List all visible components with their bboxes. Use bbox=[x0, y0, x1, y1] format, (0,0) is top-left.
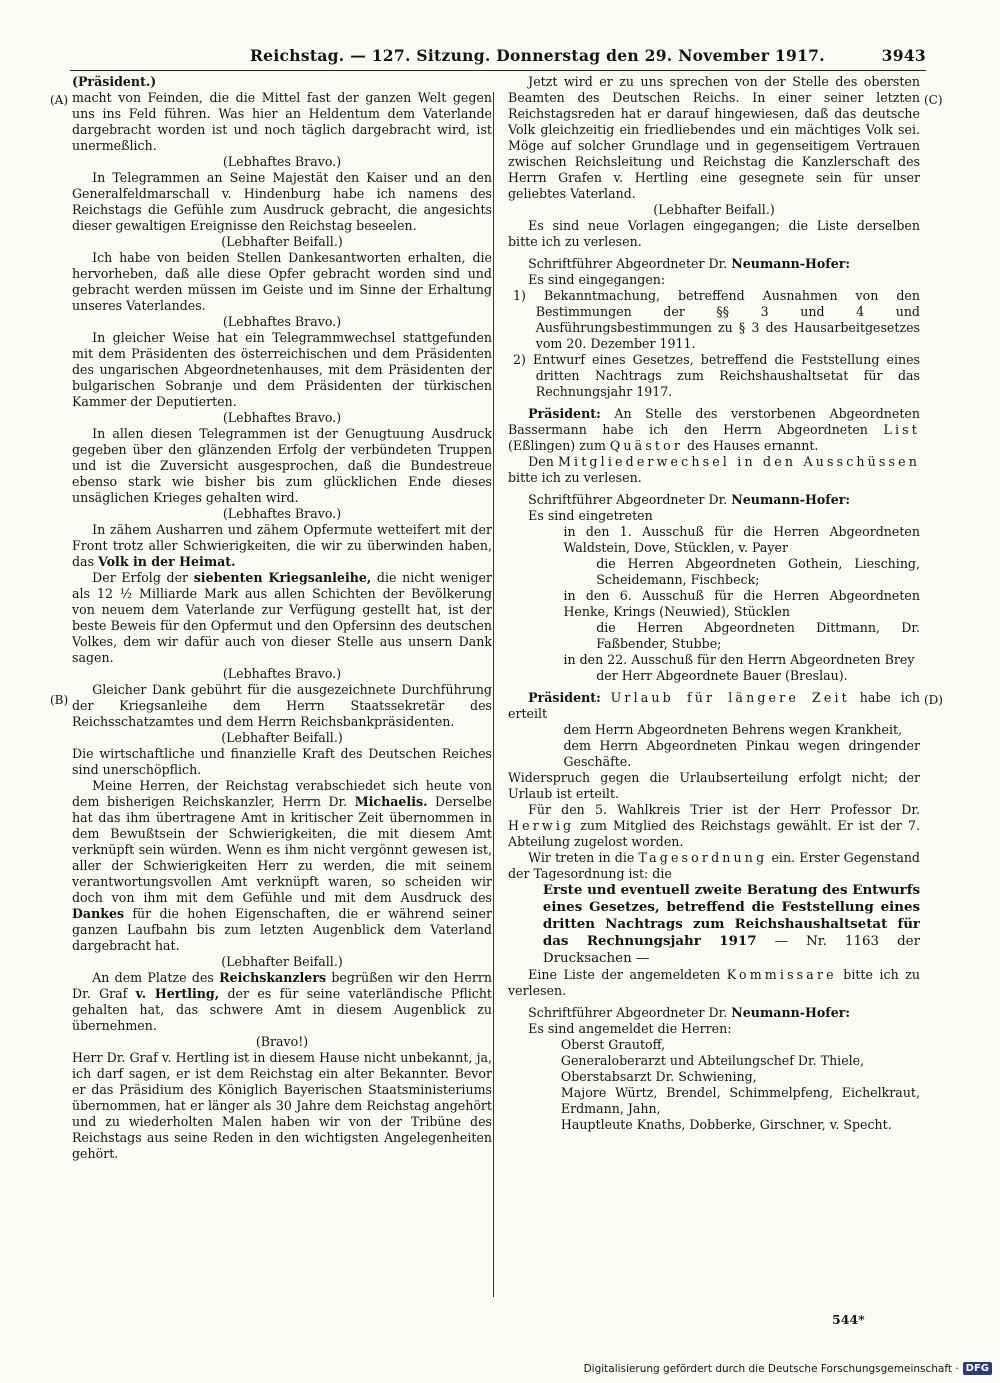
list-item: Generaloberarzt und Abteilungschef Dr. Thiele, bbox=[560, 1053, 865, 1068]
page-header bbox=[70, 44, 926, 71]
reaction: (Lebhaftes Bravo.) bbox=[222, 506, 342, 521]
reaction: (Lebhaftes Bravo.) bbox=[222, 666, 342, 681]
paragraph: Ich habe von beiden Stellen Dankesantworten erhalten, die hervorheben, daß alle diese Opfer gebracht worden sind und gebracht werden müssen im Geiste und im Sinne der Erhaltung unseres Vaterlandes. bbox=[72, 250, 492, 313]
paragraph: Herr Dr. Graf v. Hertling ist in diesem Hause nicht unbekannt, ja, ich darf sagen, er ist dem Reichstag ein alter Bekannter. Bevor er das Präsidium des Königlich Bayerischen Staatsministeriums übernommen, hat er länger als 30 Jahre dem Reichstag angehört und zu wiederholten Malen haben wir von der Tribüne des Reichstags aus seine Reden in den wichtigsten Angelegenheiten gehört. bbox=[72, 1050, 492, 1161]
list-item: Majore Würtz, Brendel, Schimmelpfeng, Eichelkraut, Erdmann, Jahn, bbox=[560, 1085, 920, 1116]
signature-mark: 544* bbox=[832, 1312, 865, 1327]
emphasis: v. Hertling, bbox=[135, 986, 220, 1001]
list-item: in den 6. Ausschuß für die Herren Abgeordneten Henke, Krings (Neuwied), Stücklen bbox=[563, 588, 920, 619]
emphasis: Dankes bbox=[72, 906, 125, 921]
speaker-name: Neumann-Hofer: bbox=[731, 1005, 850, 1020]
speaker-line: Schriftführer Abgeordneter Dr. Neumann-Hofer: bbox=[528, 492, 850, 507]
dfg-logo-icon: DFG bbox=[963, 1362, 992, 1375]
paragraph: Jetzt wird er zu uns sprechen von der Stelle des obersten Beamten des Deutschen Reichs. In einer seiner letzten Reichstagsreden hat er darauf hingewiesen, daß das deutsche Volk gleichzeitig ein friedliebendes und ein mächtiges Volk sei. Möge auf solcher Grundlage und in gegenseitigem Vertrauen zwischen Reichsleitung und Reichstag die Kanzlerschaft des Herrn Grafen v. Hertling eine gesegnete sein für unser geliebtes Vaterland. bbox=[508, 74, 920, 201]
paragraph: Der Erfolg der siebenten Kriegsanleihe, die nicht weniger als 12 ½ Milliarde Mark aus allen Schichten der Bevölkerung von neuem dem Vaterlande zur Verfügung gestellt hat, ist der beste Beweis für den Opfermut und den Opfersinn des deutschen Volkes, dem wir dafür auch von dieser Stelle aus unsern Dank sagen. bbox=[72, 570, 492, 665]
list-item: Hauptleute Knaths, Dobberke, Girschner, v. Specht. bbox=[560, 1117, 892, 1132]
paragraph: Wir treten in die Tagesordnung ein. Erster Gegenstand der Tagesordnung ist: die bbox=[508, 850, 920, 881]
reaction: (Lebhafter Beifall.) bbox=[221, 954, 343, 969]
left-column bbox=[72, 74, 492, 1162]
list-item: der Herr Abgeordnete Bauer (Breslau). bbox=[596, 668, 848, 683]
speaker-name: Neumann-Hofer: bbox=[731, 492, 850, 507]
reaction: (Lebhaftes Bravo.) bbox=[222, 410, 342, 425]
paragraph: Die wirtschaftliche und finanzielle Kraft des Deutschen Reiches sind unerschöpflich. bbox=[72, 746, 492, 777]
paragraph: In zähem Ausharren und zähem Opfermute wetteifert mit der Front trotz aller Schwierigkeiten, die wir zu überwinden haben, das Volk in der Heimat. bbox=[72, 522, 492, 569]
reaction: (Bravo!) bbox=[255, 1034, 309, 1049]
column-divider bbox=[493, 92, 494, 1297]
paragraph: Präsident: Urlaub für längere Zeit habe ich erteilt bbox=[508, 690, 920, 721]
reaction: (Lebhafter Beifall.) bbox=[653, 202, 775, 217]
list-item: Oberstabsarzt Dr. Schwiening, bbox=[560, 1069, 757, 1084]
emphasis: Michaelis. bbox=[354, 794, 428, 809]
speaker-tag: (Präsident.) bbox=[72, 74, 157, 89]
speaker-name: Präsident: bbox=[528, 690, 601, 705]
margin-mark-d: (D) bbox=[924, 693, 943, 707]
speaker-name: Präsident: bbox=[528, 406, 601, 421]
list-item: dem Herrn Abgeordneten Pinkau wegen dringender Geschäfte. bbox=[563, 738, 920, 769]
paragraph: In gleicher Weise hat ein Telegrammwechsel stattgefunden mit dem Präsidenten des österreichischen und dem Präsidenten des ungarischen Abgeordnetenhauses, mit dem Präsidenten der bulgarischen Sobranje und dem Präsidenten der türkischen Kammer der Deputierten. bbox=[72, 330, 492, 409]
reaction: (Lebhafter Beifall.) bbox=[221, 730, 343, 745]
credit-text: Digitalisierung gefördert durch die Deutsche Forschungsgemeinschaft · bbox=[583, 1362, 959, 1375]
margin-mark-b: (B) bbox=[50, 693, 69, 707]
list-item: 1) Bekanntmachung, betreffend Ausnahmen von den Bestimmungen der §§ 3 und 4 und Ausführungsbestimmungen zu § 3 des Hausarbeitgesetzes vom 20. Dezember 1911. bbox=[513, 288, 920, 351]
emphasis: Reichskanzlers bbox=[219, 970, 327, 985]
paragraph: Meine Herren, der Reichstag verabschiedet sich heute von dem bisherigen Reichskanzler, Herrn Dr. Michaelis. Derselbe hat das ihm übertragene Amt in kritischer Zeit übernommen in dem Bewußtsein der Schwierigkeiten, die mit diesem Amt verknüpft sein würden. Wenn es ihm nicht vergönnt gewesen ist, aller der Schwierigkeiten Herr zu werden, die mit seinem verantwortungsvollen Amt verknüpft waren, so scheiden wir doch von ihm mit dem Gefühle und mit dem Ausdruck des Dankes für die hohen Eigenschaften, die er während seiner ganzen Laufbahn bis zum letzten Augenblick dem Vaterland dargebracht hat. bbox=[72, 778, 492, 953]
paragraph: Es sind neue Vorlagen eingegangen; die Liste derselben bitte ich zu verlesen. bbox=[508, 218, 920, 249]
list-item: in den 1. Ausschuß für die Herren Abgeordneten Waldstein, Dove, Stücklen, v. Payer bbox=[563, 524, 920, 555]
paragraph: In Telegrammen an Seine Majestät den Kaiser und an den Generalfeldmarschall v. Hindenburg habe ich namens des Reichstags die Gefühle zum Ausdruck gebracht, die angesichts dieser gewaltigen Ereignisse den Reichstag beseelen. bbox=[72, 170, 492, 233]
emphasis: siebenten Kriegsanleihe, bbox=[193, 570, 372, 585]
paragraph: Es sind eingegangen: bbox=[528, 272, 666, 287]
list-item: die Herren Abgeordneten Gothein, Liesching, Scheidemann, Fischbeck; bbox=[596, 556, 920, 587]
reaction: (Lebhaftes Bravo.) bbox=[222, 154, 342, 169]
emphasis: Volk in der Heimat. bbox=[98, 554, 236, 569]
page-number: 3943 bbox=[881, 46, 926, 65]
paragraph: In allen diesen Telegrammen ist der Genugtuung Ausdruck gegeben über den glänzenden Erfolg der verbündeten Truppen und ist die Zuversicht ausgesprochen, daß die Bundestreue ebenso stark wie bisher bis zum glücklichen Ende dieses unsäglichen Krieges gehalten wird. bbox=[72, 426, 492, 505]
list-item: in den 22. Ausschuß für den Herrn Abgeordneten Brey bbox=[563, 652, 915, 667]
header-title: Reichstag. — 127. Sitzung. Donnerstag den 29. November 1917. bbox=[250, 46, 825, 65]
paragraph: Es sind eingetreten bbox=[528, 508, 653, 523]
paragraph: Für den 5. Wahlkreis Trier ist der Herr Professor Dr. Herwig zum Mitglied des Reichstags gewählt. Er ist der 7. Abteilung zugelost worden. bbox=[508, 802, 920, 849]
speaker-line: Schriftführer Abgeordneter Dr. Neumann-Hofer: bbox=[528, 256, 850, 271]
paragraph: Den Mitgliederwechsel in den Ausschüssen bitte ich zu verlesen. bbox=[508, 454, 921, 485]
list-item: Oberst Grautoff, bbox=[560, 1037, 666, 1052]
right-column bbox=[508, 74, 920, 1133]
list-item: die Herren Abgeordneten Dittmann, Dr. Faßbender, Stubbe; bbox=[596, 620, 920, 651]
paragraph: Gleicher Dank gebührt für die ausgezeichnete Durchführung der Kriegsanleihe dem Herrn Staatssekretär des Reichsschatzamtes und dem Herrn Reichsbankpräsidenten. bbox=[72, 682, 492, 729]
speaker-name: Neumann-Hofer: bbox=[731, 256, 850, 271]
margin-mark-c: (C) bbox=[924, 93, 943, 107]
list-item: 2) Entwurf eines Gesetzes, betreffend die Feststellung eines dritten Nachtrags zum Reichshaushaltsetat für das Rechnungsjahr 1917. bbox=[513, 352, 920, 399]
reaction: (Lebhafter Beifall.) bbox=[221, 234, 343, 249]
agenda-item: Erste und eventuell zweite Beratung des Entwurfs eines Gesetzes, betreffend die Feststellung eines dritten Nachtrags zum Reichshaushaltsetat für das Rechnungsjahr 1917 — Nr. 1163 der Drucksachen — bbox=[542, 882, 920, 966]
paragraph: Eine Liste der angemeldeten Kommissare bitte ich zu verlesen. bbox=[508, 967, 920, 998]
margin-mark-a: (A) bbox=[50, 93, 69, 107]
paragraph: macht von Feinden, die die Mittel fast der ganzen Welt gegen uns ins Feld führen. Was hier an Heldentum dem Vaterlande dargebracht worden ist und noch täglich dargebracht wird, ist unermeßlich. bbox=[72, 90, 492, 153]
paragraph: Widerspruch gegen die Urlaubserteilung erfolgt nicht; der Urlaub ist erteilt. bbox=[508, 770, 920, 801]
paragraph: Es sind angemeldet die Herren: bbox=[528, 1021, 732, 1036]
paragraph: An dem Platze des Reichskanzlers begrüßen wir den Herrn Dr. Graf v. Hertling, der es für seine vaterländische Pflicht gehalten hat, das schwere Amt in diesem Augenblick zu übernehmen. bbox=[72, 970, 492, 1033]
list-item: dem Herrn Abgeordneten Behrens wegen Krankheit, bbox=[563, 722, 903, 737]
reaction: (Lebhaftes Bravo.) bbox=[222, 314, 342, 329]
digitization-credit bbox=[584, 1362, 992, 1375]
paragraph: Präsident: An Stelle des verstorbenen Abgeordneten Bassermann habe ich den Herrn Abgeordneten List (Eßlingen) zum Quästor des Hauses ernannt. bbox=[508, 406, 920, 453]
speaker-line: Schriftführer Abgeordneter Dr. Neumann-Hofer: bbox=[528, 1005, 850, 1020]
